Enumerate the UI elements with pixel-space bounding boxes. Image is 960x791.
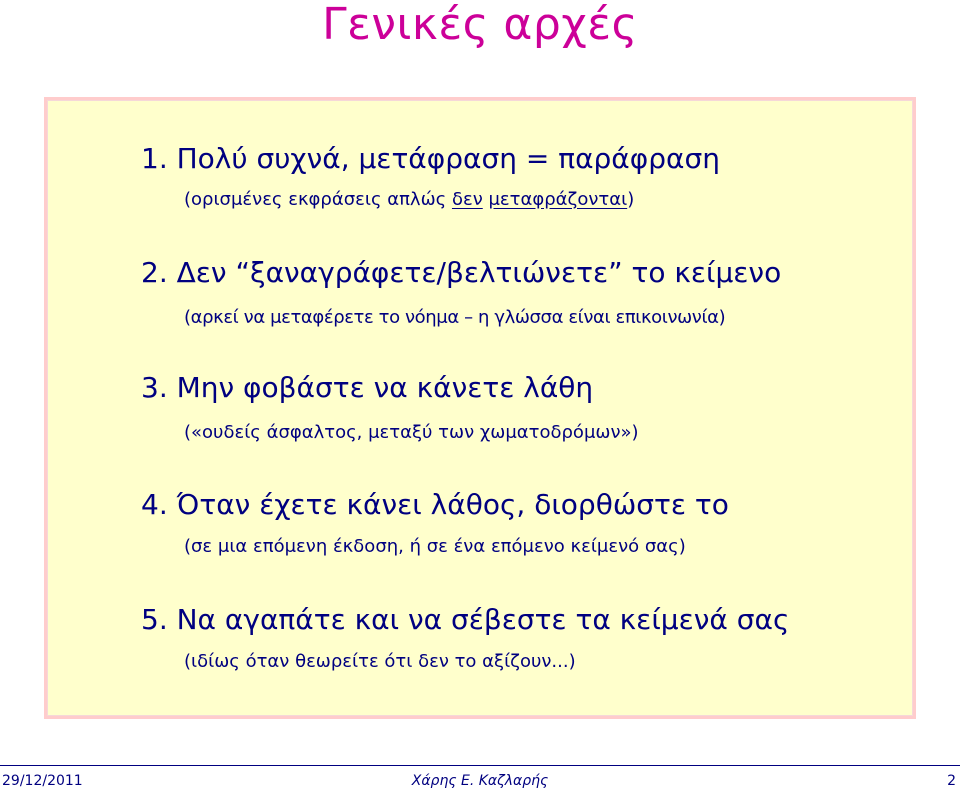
item-5-note: (ιδίως όταν θεωρείτε ότι δεν το αξίζουν...): [184, 651, 576, 672]
footer-divider: [0, 765, 960, 766]
item-1-heading: 1. Πολύ συχνά, μετάφραση = παράφραση: [141, 142, 720, 175]
slide-title: Γενικές αρχές: [322, 0, 638, 50]
item-1-note-suffix: ): [627, 189, 635, 210]
item-1-note-underlined-1: δεν: [451, 189, 483, 210]
item-4-note: (σε μια επόμενη έκδοση, ή σε ένα επόμενο κείμενό σας): [184, 536, 686, 557]
item-4-heading: 4. Όταν έχετε κάνει λάθος, διορθώστε το: [141, 488, 729, 521]
item-3-note: («ουδείς άσφαλτος, μεταξύ των χωματοδρόμων»): [184, 422, 639, 443]
item-2-heading: 2. Δεν “ξαναγράφετε/βελτιώνετε” το κείμενο: [141, 256, 782, 289]
item-1-note-underlined-2: μεταφράζονται: [488, 189, 628, 210]
footer-page-number: 2: [947, 773, 956, 789]
footer-date: 29/12/2011: [2, 773, 83, 789]
item-1-note-prefix: (ορισμένες εκφράσεις απλώς: [184, 189, 452, 210]
footer-author: Χάρης Ε. Καζλαρής: [411, 773, 549, 789]
item-5-heading: 5. Να αγαπάτε και να σέβεστε τα κείμενά σας: [141, 603, 790, 636]
item-1-note: [184, 188, 634, 212]
item-3-heading: 3. Μην φοβάστε να κάνετε λάθη: [141, 371, 594, 404]
item-2-note: (αρκεί να μεταφέρετε το νόημα – η γλώσσα είναι επικοινωνία): [184, 307, 726, 328]
